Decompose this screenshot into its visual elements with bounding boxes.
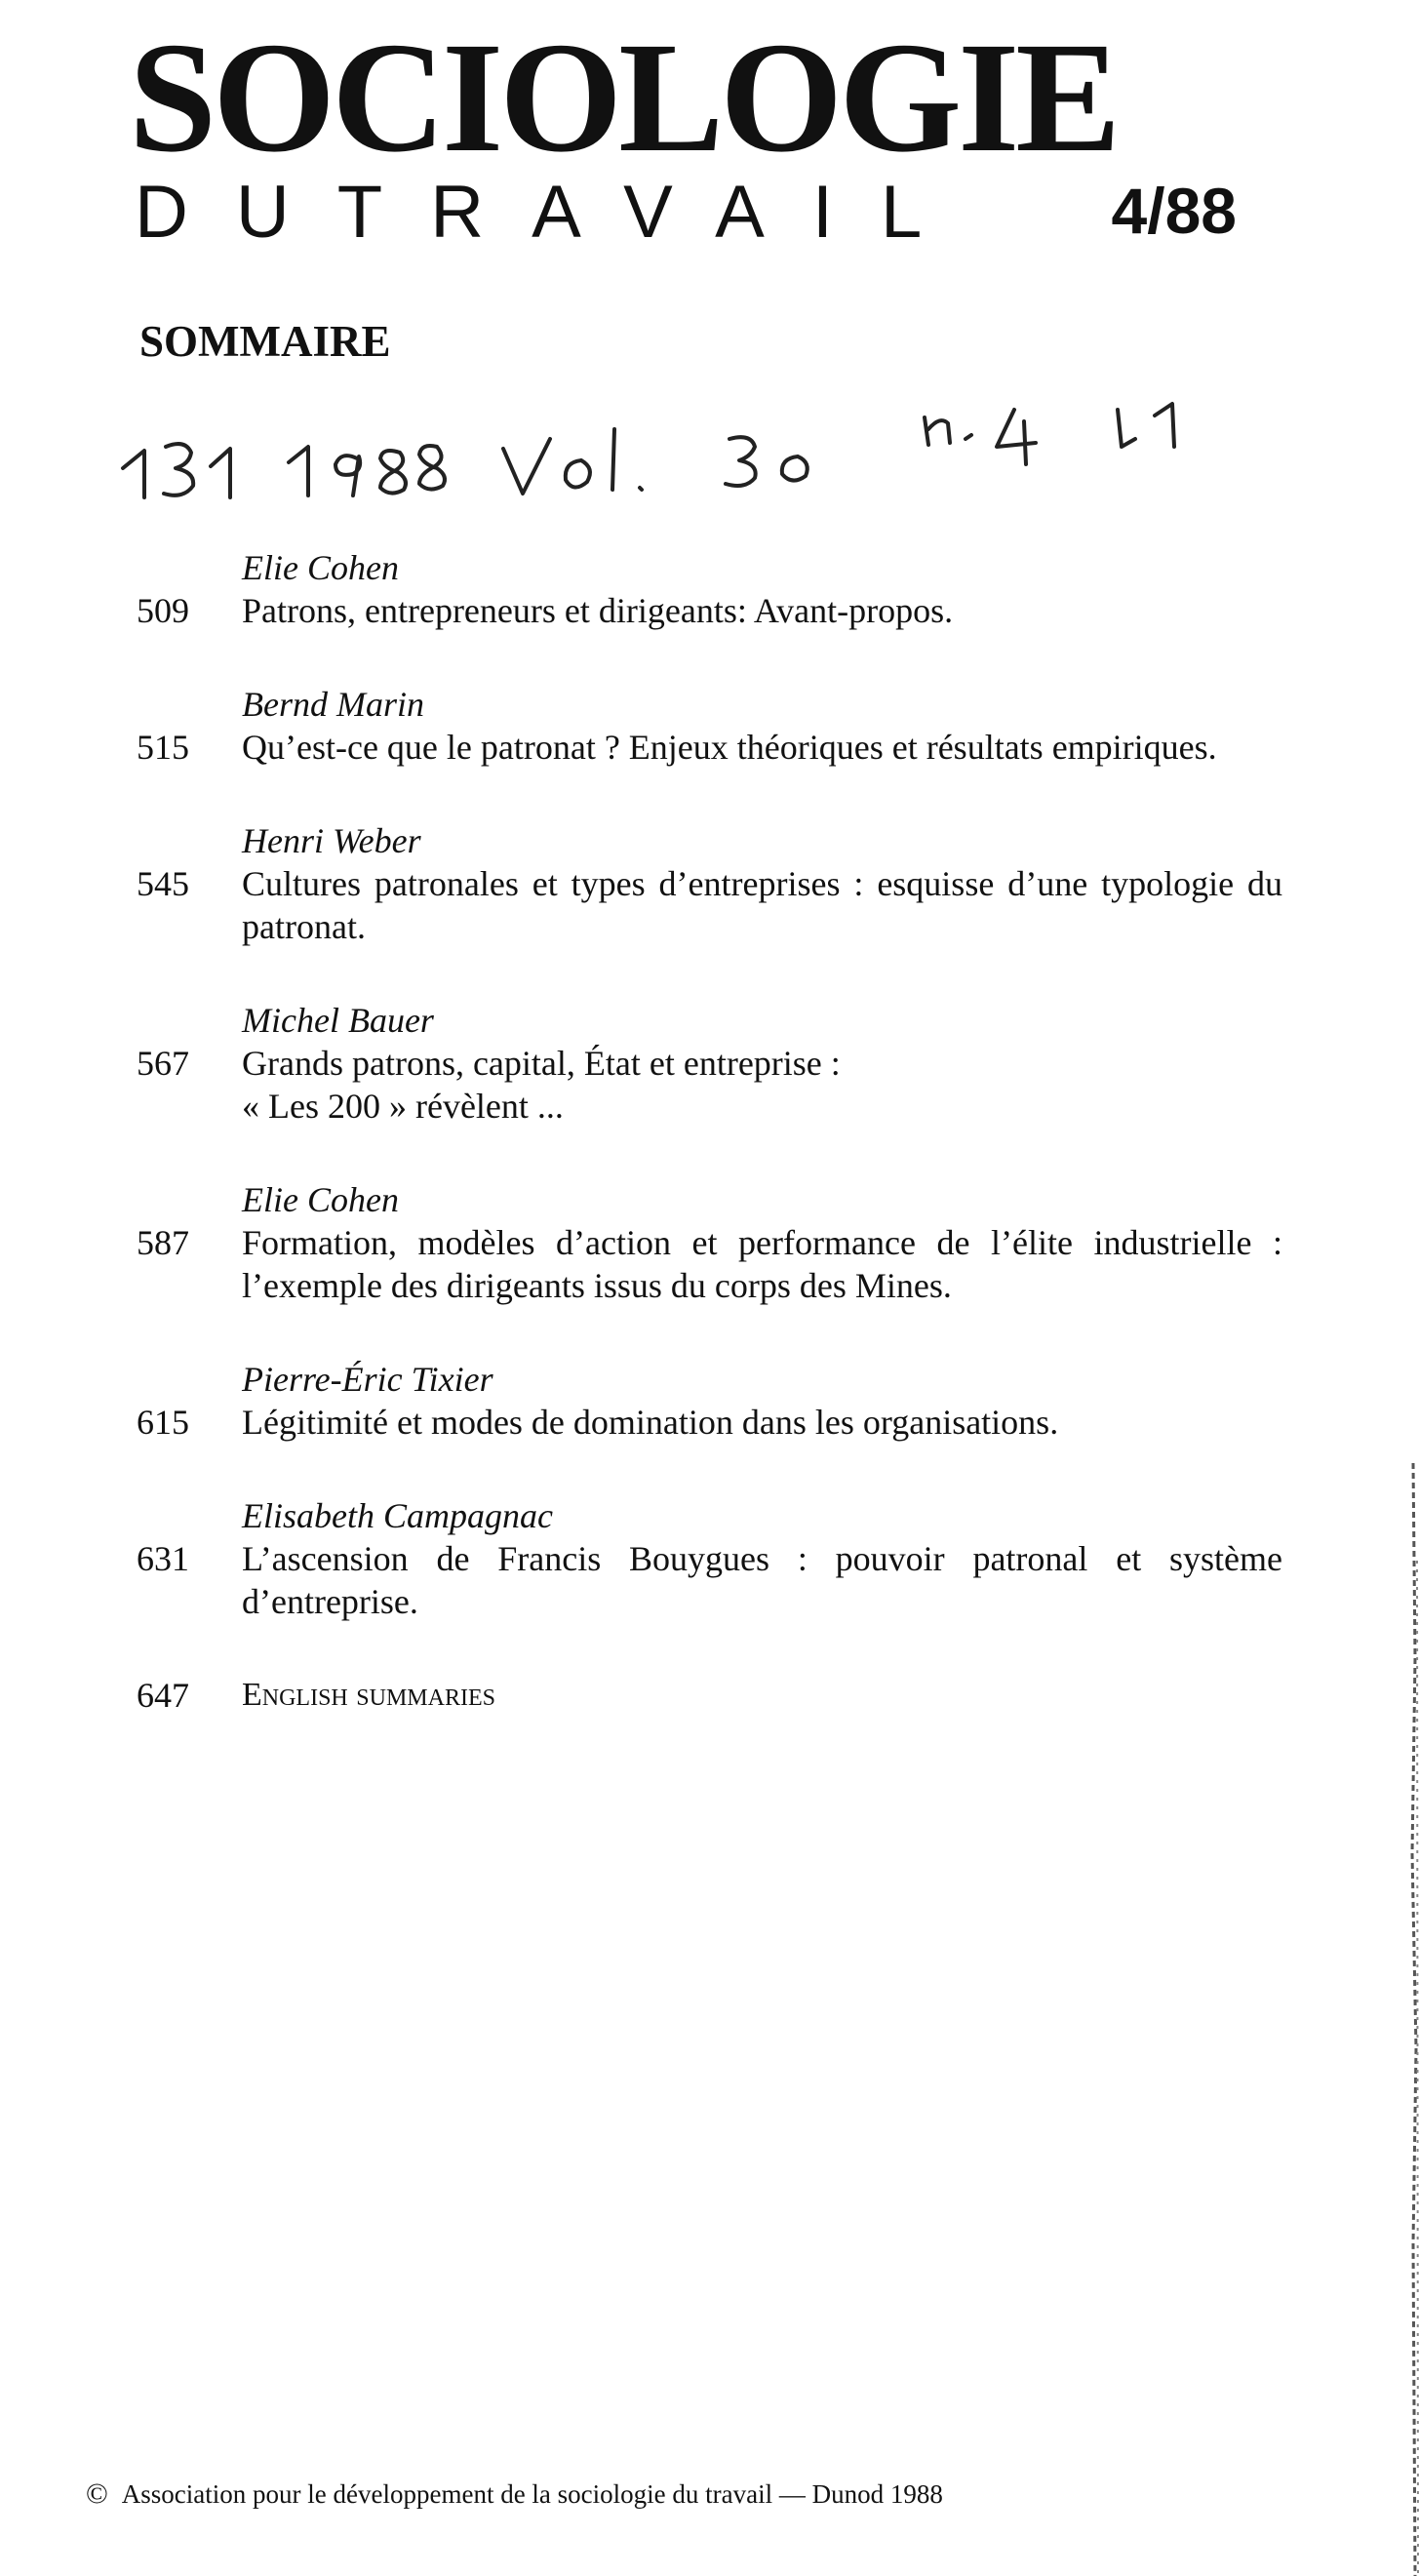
toc-entry (137, 1178, 1282, 1307)
entry-title: Légitimité et modes de domination dans les organisations. (242, 1403, 1059, 1442)
entry-row (137, 1221, 1282, 1307)
entry-title: Patrons, entrepreneurs et dirigeants: Avant-propos. (242, 591, 954, 630)
toc-entry (137, 999, 1282, 1128)
entry-title-line-1: Grands patrons, capital, État et entreprise : (242, 1044, 841, 1083)
entry-row (137, 1401, 1282, 1444)
entry-page-number: 631 (137, 1539, 189, 1578)
toc-entry (137, 819, 1282, 948)
entry-row (137, 1674, 1282, 1717)
entry-row (137, 1042, 1282, 1128)
entry-author: Elie Cohen (242, 1180, 399, 1219)
copyright-icon: © (86, 2477, 108, 2510)
entry-page-number: 615 (137, 1403, 189, 1442)
entry-row (137, 726, 1282, 769)
toc-entry (137, 546, 1282, 632)
entry-author: Henri Weber (242, 821, 421, 860)
entry-title-line-2: « Les 200 » révèlent ... (242, 1087, 564, 1126)
toc-entry (137, 683, 1282, 769)
entry-title: Cultures patronales et types d’entreprises : esquisse d’une typologie du patronat. (242, 864, 1282, 946)
entry-author: Bernd Marin (242, 685, 424, 724)
entry-author: Michel Bauer (242, 1001, 434, 1040)
entry-title: Formation, modèles d’action et performance de l’élite industrielle : l’exemple des dirigeants issus du corps des Mines. (242, 1223, 1282, 1305)
entry-title (242, 1042, 1282, 1128)
footer (86, 2477, 943, 2511)
entry-author: Elisabeth Campagnac (242, 1496, 553, 1535)
entry-title: English summaries (242, 1677, 495, 1713)
table-of-contents (137, 546, 1282, 1767)
issue-number: 4/88 (1111, 175, 1237, 247)
toc-entry (137, 1674, 1282, 1717)
handwritten-annotation (115, 400, 1305, 507)
entry-row (137, 1537, 1282, 1623)
entry-page-number: 647 (137, 1676, 189, 1715)
journal-title: SOCIOLOGIE (129, 11, 1118, 185)
toc-entry (137, 1494, 1282, 1623)
journal-subtitle: DUTRAVAIL (135, 171, 970, 254)
entry-page-number: 545 (137, 864, 189, 903)
entry-page-number: 515 (137, 728, 189, 767)
entry-page-number: 509 (137, 591, 189, 630)
subtitle-row (135, 171, 1237, 263)
entry-author: Pierre-Éric Tixier (242, 1360, 493, 1399)
footer-text: Association pour le développement de la sociologie du travail — Dunod 1988 (121, 2478, 943, 2509)
entry-author: Elie Cohen (242, 548, 399, 587)
entry-page-number: 587 (137, 1223, 189, 1262)
entry-title: Qu’est-ce que le patronat ? Enjeux théoriques et résultats empiriques. (242, 728, 1217, 767)
entry-row (137, 589, 1282, 632)
entry-page-number: 567 (137, 1044, 189, 1083)
section-heading: SOMMAIRE (139, 317, 391, 366)
toc-entry (137, 1358, 1282, 1444)
scan-edge-texture (1396, 0, 1419, 2576)
entry-title: L’ascension de Francis Bouygues : pouvoir patronal et système d’entreprise. (242, 1539, 1282, 1621)
entry-row (137, 862, 1282, 948)
